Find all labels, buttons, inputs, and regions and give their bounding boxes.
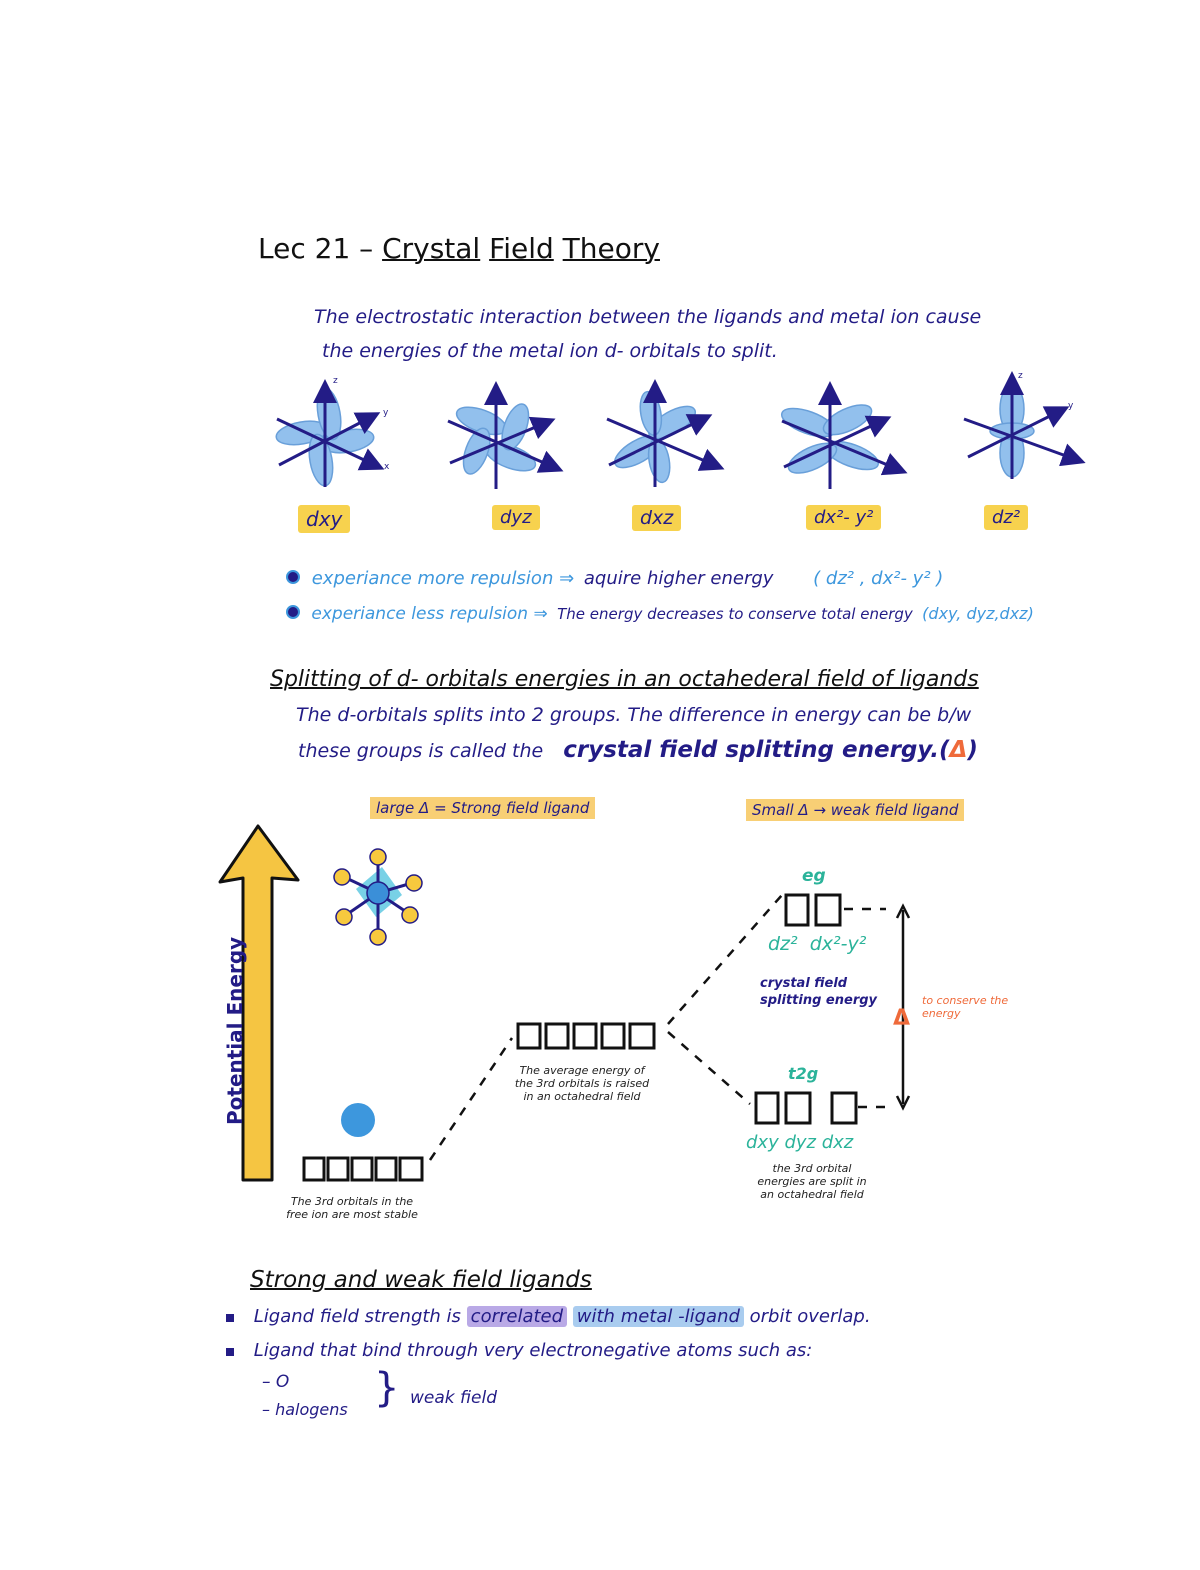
- bullet-2-orbitals: (dxy, dyz,dxz): [922, 604, 1034, 623]
- splitting-line-2-close: ): [967, 737, 978, 763]
- sw-item-oxygen: – O: [262, 1372, 290, 1392]
- orbital-label-dxz: dxz: [632, 505, 681, 531]
- title-word-field: Field: [489, 232, 554, 265]
- splitting-line-1: The d-orbitals splits into 2 groups. The difference in energy can be b/w: [296, 704, 972, 726]
- free-ion-orbital-boxes: [304, 1158, 422, 1180]
- orbital-dxz-drawing: [607, 385, 719, 487]
- orbital-dyz-drawing: [448, 387, 558, 489]
- axis-z-label-5: z: [1018, 371, 1023, 381]
- eg-orbitals-label: dz² dx²-y²: [768, 933, 867, 955]
- axis-z-label-1: z: [333, 376, 338, 386]
- t2g-label: t2g: [788, 1064, 819, 1083]
- sw-b1-post: orbit overlap.: [749, 1306, 871, 1327]
- bullet-more-repulsion: [286, 568, 943, 589]
- average-caption: The average energy of the 3rd orbitals is raised in an octahedral field: [514, 1064, 650, 1104]
- split-caption: the 3rd orbital energies are split in an octahedral field: [757, 1162, 867, 1202]
- free-ion-caption: The 3rd orbitals in the free ion are most stable: [286, 1195, 418, 1222]
- sw-b2-text: Ligand that bind through very electronegative atoms such as:: [253, 1340, 813, 1361]
- eg-label: eg: [802, 866, 826, 886]
- orbital-dz2-drawing: [964, 377, 1080, 479]
- splitting-heading: Splitting of d- orbitals energies in an octahederal field of ligands: [270, 667, 979, 692]
- bullet-dot-icon: [286, 570, 300, 584]
- octahedral-complex-icon: [334, 849, 422, 945]
- orbital-label-dz2: dz²: [984, 505, 1028, 530]
- delta-symbol: Δ: [949, 737, 968, 763]
- strong-weak-bullet-1: [226, 1306, 871, 1327]
- bullet-1-text: experiance more repulsion ⇒: [311, 568, 575, 589]
- square-bullet-icon: [226, 1314, 234, 1322]
- title-word-crystal: Crystal: [382, 232, 481, 265]
- intro-line-1: The electrostatic interaction between the ligands and metal ion cause: [314, 306, 982, 328]
- conserve-energy-label: to conserve the energy: [922, 994, 1009, 1021]
- t2g-orbitals-label: dxy dyz dxz: [746, 1132, 854, 1153]
- bullet-dot-icon: [286, 605, 300, 619]
- axis-label-potential-energy: Potential Energy: [223, 936, 247, 1125]
- sw-b1-hl1: correlated: [467, 1306, 567, 1327]
- bullet-1-orbitals: ( dz² , dx²- y² ): [813, 568, 944, 589]
- strong-weak-bullet-2: [226, 1340, 812, 1361]
- bullet-less-repulsion: [286, 604, 1034, 624]
- sw-weak-field: weak field: [410, 1388, 497, 1408]
- splitting-line-2: [298, 737, 978, 763]
- bullet-2-text: experiance less repulsion ⇒: [311, 604, 548, 624]
- sw-b1-pre: Ligand field strength is: [253, 1306, 461, 1327]
- orbital-label-dxy: dxy: [298, 505, 350, 533]
- delta-label: Δ: [893, 1006, 911, 1031]
- bullet-1-result: aquire higher energy: [583, 568, 774, 589]
- curly-brace-icon: }: [374, 1365, 400, 1411]
- orbital-label-dx2-y2: dx²- y²: [806, 505, 881, 530]
- title-word-theory: Theory: [562, 232, 660, 265]
- eg-orbital-boxes: [786, 895, 840, 925]
- sw-item-halogens: – halogens: [262, 1400, 348, 1419]
- bullet-2-result: The energy decreases to conserve total energy: [557, 605, 913, 623]
- strong-weak-heading: Strong and weak field ligands: [250, 1267, 592, 1293]
- orbital-label-dyz: dyz: [492, 505, 540, 530]
- free-ion-sphere: [341, 1103, 375, 1137]
- intro-line-2: the energies of the metal ion d- orbitals to split.: [322, 340, 778, 362]
- orbital-dxy-drawing: [274, 385, 379, 488]
- axis-x-label-1: x: [384, 462, 390, 472]
- axis-y-label-1: y: [383, 408, 389, 418]
- t2g-orbital-boxes: [756, 1093, 856, 1123]
- splitting-line-2-bold: crystal field splitting energy.(: [563, 737, 950, 763]
- sw-b1-hl2: with metal -ligand: [573, 1306, 744, 1327]
- average-orbital-boxes: [518, 1024, 654, 1048]
- axis-y-label-5: y: [1068, 401, 1074, 411]
- title-prefix: Lec 21 –: [258, 232, 374, 265]
- cfse-label: crystal field splitting energy: [760, 976, 878, 1008]
- splitting-line-2-pre: these groups is called the: [298, 740, 544, 762]
- large-delta-label: large Δ = Strong field ligand: [370, 797, 595, 819]
- orbital-dx2-y2-drawing: [778, 387, 902, 489]
- small-delta-label: Small Δ → weak field ligand: [746, 799, 964, 821]
- square-bullet-icon: [226, 1348, 234, 1356]
